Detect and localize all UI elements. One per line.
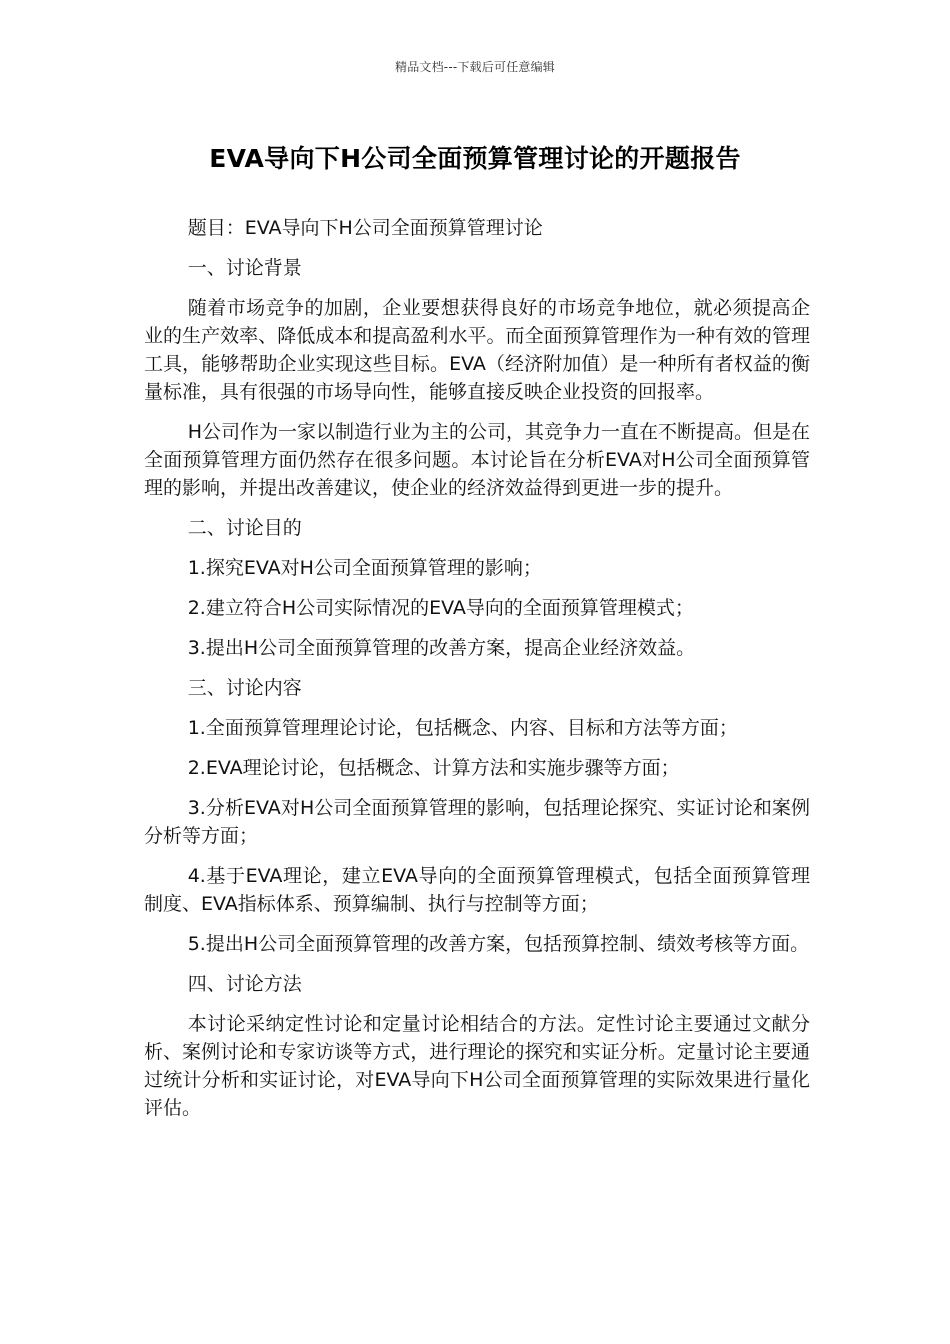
content-item: 3.分析EVA对H公司全面预算管理的影响，包括理论探究、实证讨论和案例分析等方面； xyxy=(144,797,810,847)
header-note: 精品文档---下载后可任意编辑 xyxy=(395,60,555,74)
methods-paragraph: 本讨论采纳定性讨论和定量讨论相结合的方法。定性讨论主要通过文献分析、案例讨论和专家访谈等方式，进行理论的探究和实证分析。定量讨论主要通过统计分析和实证讨论，对EVA导向下H公司全面预算管理的实际效果进行量化评估。 xyxy=(144,1013,810,1119)
section-heading-objectives: 二、讨论目的 xyxy=(187,517,302,539)
objective-item: 1.探究EVA对H公司全面预算管理的影响； xyxy=(187,557,542,579)
objective-item: 2.建立符合H公司实际情况的EVA导向的全面预算管理模式； xyxy=(187,597,694,619)
content-item: 2.EVA理论讨论，包括概念、计算方法和实施步骤等方面； xyxy=(187,757,680,779)
section-heading-methods: 四、讨论方法 xyxy=(187,973,302,995)
document-body xyxy=(144,214,810,1134)
background-paragraph: H公司作为一家以制造行业为主的公司，其竞争力一直在不断提高。但是在全面预算管理方面仍然存在很多问题。本讨论旨在分析EVA对H公司全面预算管理的影响，并提出改善建议，使企业的经济效益得到更进一步的提升。 xyxy=(144,421,810,499)
content-item: 4.基于EVA理论，建立EVA导向的全面预算管理模式，包括全面预算管理制度、EVA指标体系、预算编制、执行与控制等方面； xyxy=(144,865,810,915)
content-item: 5.提出H公司全面预算管理的改善方案，包括预算控制、绩效考核等方面。 xyxy=(187,933,810,955)
background-paragraph: 随着市场竞争的加剧，企业要想获得良好的市场竞争地位，就必须提高企业的生产效率、降低成本和提高盈利水平。而全面预算管理作为一种有效的管理工具，能够帮助企业实现这些目标。EVA（经济附加值）是一种所有者权益的衡量标准，具有很强的市场导向性，能够直接反映企业投资的回报率。 xyxy=(144,297,810,403)
topic-line: 题目：EVA导向下H公司全面预算管理讨论 xyxy=(187,217,543,239)
objective-item: 3.提出H公司全面预算管理的改善方案，提高企业经济效益。 xyxy=(187,637,696,659)
section-heading-background: 一、讨论背景 xyxy=(187,257,302,279)
document-title: EVA导向下H公司全面预算管理讨论的开题报告 xyxy=(209,144,741,173)
content-item: 1.全面预算管理理论讨论，包括概念、内容、目标和方法等方面； xyxy=(187,717,738,739)
section-heading-content: 三、讨论内容 xyxy=(187,677,302,699)
